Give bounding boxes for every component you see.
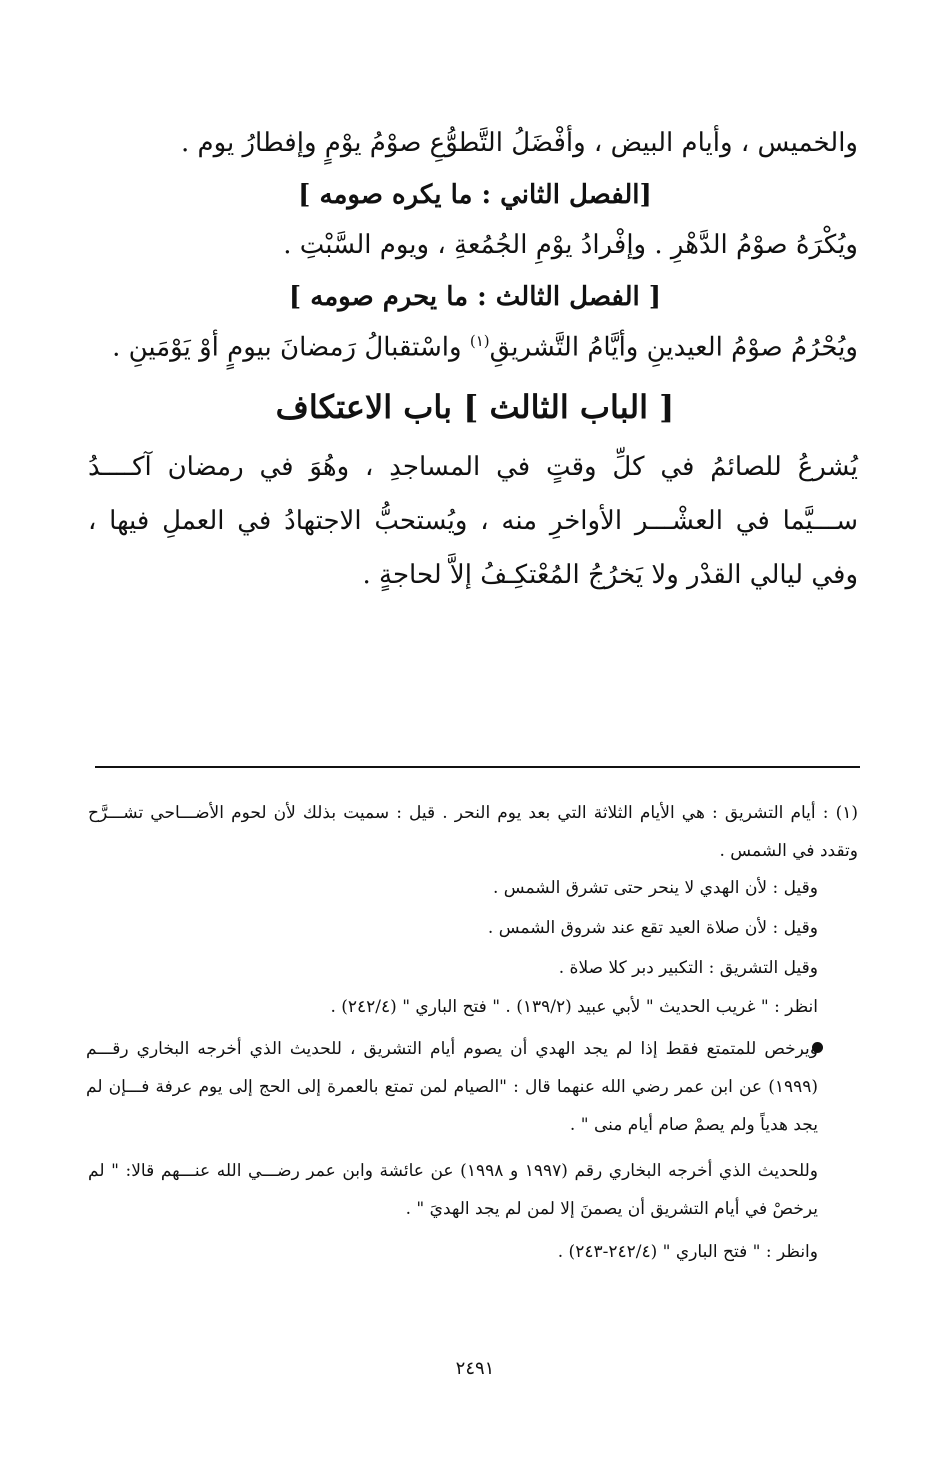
chapter2-heading: [الفصل الثاني : ما يكره صومه ] [298, 180, 652, 210]
footnote-line-2: وقيل : لأن الهدي لا ينحر حتى تشرق الشمس . [492, 878, 818, 898]
bab-heading: [ الباب الثالث ] باب الاعتكاف [275, 388, 675, 426]
chapter3-heading: [ الفصل الثالث : ما يحرم صومه ] [288, 282, 662, 312]
page-number: ٢٤٩١ [455, 1358, 495, 1379]
chapter3-text-after: واسْتقبالُ رَمضانَ بيومٍ أوْ يَوْمَينِ . [112, 332, 470, 363]
footnote-bullet-paragraph: ويرخص للمتمتع فقط إذا لم يجد الهدي أن يصوم أيام التشريق ، للحديث الذي أخرجه البخاري رقـــم (١٩٩٩) عن ابن عمر رضي الله عنهما قال : "الصيام لمن تمتع بالعمرة إلى الحج إلى يوم عرفة فـــإن لم يجد هدياً ولم يصمْ صام أيام منى " . [86, 1039, 818, 1135]
footnote-line-last: وانظر : " فتح الباري " (٢٤٢/٤-٢٤٣) . [557, 1242, 818, 1262]
chapter3-text-before: ويُحْرُمُ صوْمُ العيدينِ وأيَّامُ التَّشريقِ [489, 332, 858, 363]
footnote-1-paragraph: (١) : أيام التشريق : هي الأيام الثلاثة التي بعد يوم النحر . قيل : سميت بذلك لأن لحوم الأضـــاحي تشـــرَّح وتقدد في الشمس . [88, 803, 858, 861]
section1-tail-line: والخميس ، وأيام البيض ، وأفْضَلُ التَّطوُّعِ صوْمُ يوْمٍ وإفطارُ يوم . [180, 128, 858, 158]
chapter3-text [112, 332, 858, 363]
footnote-line-3: وقيل : لأن صلاة العيد تقع عند شروق الشمس . [487, 918, 818, 938]
itikaf-paragraph: يُشرعُ للصائمُ في كلِّ وقتٍ في المساجدِ ، وهُوَ في رمضان آكــــدُ ســـيَّما في العشْـــر الأواخرِ منه ، ويُستحبُّ الاجتهادُ في العملِ فيها ، وفي ليالي القدْر ولا يَخرُجُ المُعْتكِـفُ إلاَّ لحاجةٍ . [88, 452, 858, 590]
footnote-ref-1: (١) [469, 332, 490, 350]
footnote-hadith-paragraph: وللحديث الذي أخرجه البخاري رقم (١٩٩٧ و ١٩٩٨) عن عائشة وابن عمر رضـــي الله عنـــهم قالا: " لم يرخصْ في أيام التشريق أن يصمنَ إلا لمن لم يجد الهديَ " . [88, 1161, 818, 1219]
footnote-separator [95, 766, 860, 768]
footnote-line-4: وقيل التشريق : التكبير دبر كلا صلاة . [558, 958, 818, 978]
chapter2-text: ويُكْرَهُ صوْمُ الدَّهْرِ . وإفْرادُ يوْمِ الجُمُعةِ ، ويوم السَّبْتِ . [283, 230, 858, 260]
footnote-line-5: انظر : " غريب الحديث " لأبي عبيد (١٣٩/٢) . " فتح الباري " (٢٤٢/٤) . [330, 997, 818, 1017]
